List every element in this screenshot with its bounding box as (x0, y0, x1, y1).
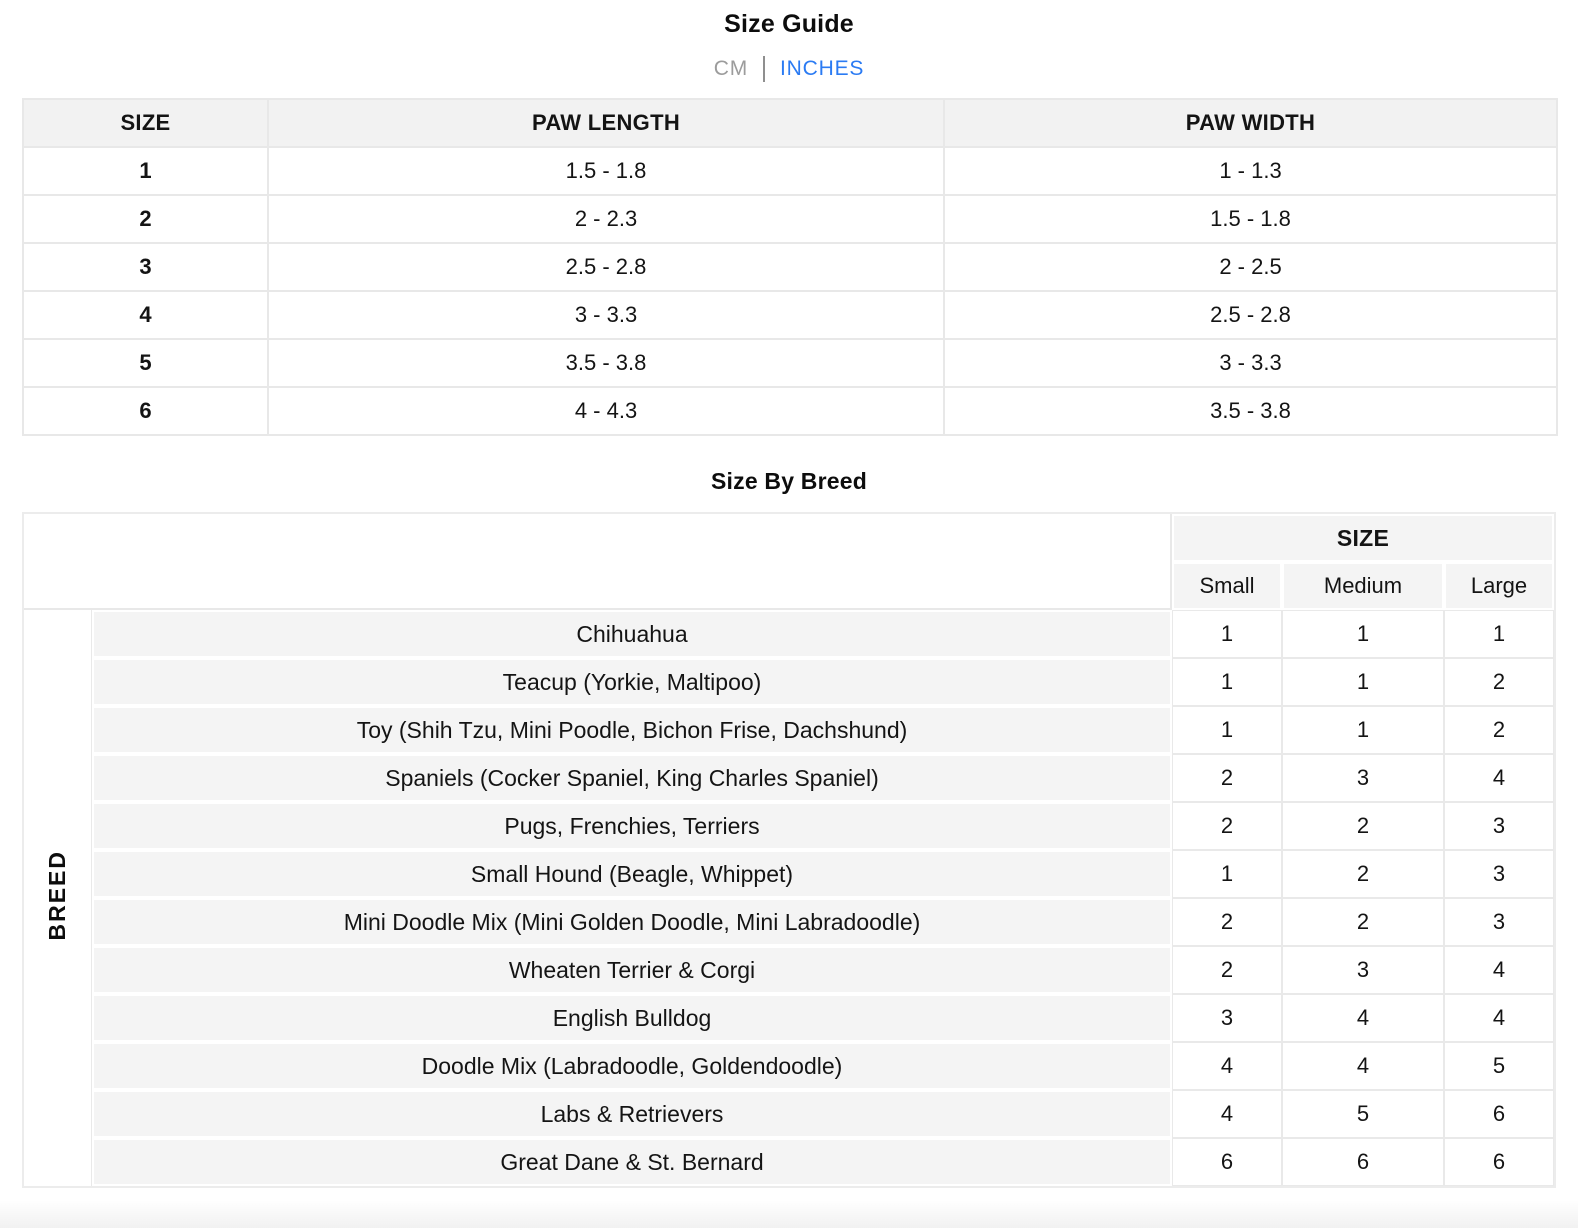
large-size-value: 6 (1444, 1138, 1554, 1186)
unit-toggle-divider (763, 56, 765, 82)
paw-length-value: 2.5 - 2.8 (268, 243, 944, 291)
small-size-value: 4 (1172, 1090, 1282, 1138)
size-guide-table (22, 98, 1558, 436)
medium-size-value: 2 (1282, 850, 1444, 898)
small-size-value: 6 (1172, 1138, 1282, 1186)
medium-size-value: 4 (1282, 994, 1444, 1042)
paw-width-column-header: PAW WIDTH (944, 99, 1557, 147)
size-value: 3 (23, 243, 268, 291)
small-size-value: 4 (1172, 1042, 1282, 1090)
breed-table-row (24, 850, 1554, 898)
medium-column-header: Medium (1282, 562, 1444, 610)
size-table-row (23, 387, 1557, 435)
small-size-value: 1 (1172, 610, 1282, 658)
size-table-row (23, 339, 1557, 387)
breed-name: Labs & Retrievers (92, 1090, 1172, 1138)
medium-size-value: 3 (1282, 754, 1444, 802)
breed-table-row (24, 1138, 1554, 1186)
small-size-value: 1 (1172, 658, 1282, 706)
breed-table-row (24, 802, 1554, 850)
breed-name: Teacup (Yorkie, Maltipoo) (92, 658, 1172, 706)
breed-table-row (24, 1090, 1554, 1138)
medium-size-value: 3 (1282, 946, 1444, 994)
size-table-header-row (23, 99, 1557, 147)
breed-table-row (24, 946, 1554, 994)
breed-table-row (24, 610, 1554, 658)
paw-length-value: 3 - 3.3 (268, 291, 944, 339)
paw-width-value: 1.5 - 1.8 (944, 195, 1557, 243)
medium-size-value: 1 (1282, 706, 1444, 754)
size-by-breed-table (22, 512, 1556, 1188)
unit-cm-button[interactable]: CM (713, 57, 749, 80)
empty-corner-cell (24, 514, 1172, 610)
large-size-value: 2 (1444, 706, 1554, 754)
bottom-scroll-fade (0, 1200, 1578, 1228)
breed-table-row (24, 658, 1554, 706)
large-size-value: 6 (1444, 1090, 1554, 1138)
medium-size-value: 2 (1282, 802, 1444, 850)
breed-section-title: Size By Breed (711, 468, 867, 494)
medium-size-value: 1 (1282, 610, 1444, 658)
breed-name: Chihuahua (92, 610, 1172, 658)
breed-name: Great Dane & St. Bernard (92, 1138, 1172, 1186)
large-size-value: 4 (1444, 994, 1554, 1042)
size-guide-page (0, 10, 1578, 1188)
size-group-header: SIZE (1172, 514, 1554, 562)
small-column-header: Small (1172, 562, 1282, 610)
large-size-value: 4 (1444, 754, 1554, 802)
paw-length-value: 2 - 2.3 (268, 195, 944, 243)
size-column-header: SIZE (23, 99, 268, 147)
paw-width-value: 2.5 - 2.8 (944, 291, 1557, 339)
breed-name: Mini Doodle Mix (Mini Golden Doodle, Mini Labradoodle) (92, 898, 1172, 946)
paw-width-value: 2 - 2.5 (944, 243, 1557, 291)
unit-toggle (0, 56, 1578, 82)
small-size-value: 3 (1172, 994, 1282, 1042)
breed-table-row (24, 754, 1554, 802)
breed-name: Pugs, Frenchies, Terriers (92, 802, 1172, 850)
breed-name: Small Hound (Beagle, Whippet) (92, 850, 1172, 898)
paw-length-value: 1.5 - 1.8 (268, 147, 944, 195)
large-size-value: 5 (1444, 1042, 1554, 1090)
medium-size-value: 2 (1282, 898, 1444, 946)
small-size-value: 2 (1172, 898, 1282, 946)
paw-length-value: 3.5 - 3.8 (268, 339, 944, 387)
size-value: 4 (23, 291, 268, 339)
small-size-value: 2 (1172, 802, 1282, 850)
medium-size-value: 4 (1282, 1042, 1444, 1090)
size-value: 1 (23, 147, 268, 195)
breed-name: Spaniels (Cocker Spaniel, King Charles Spaniel) (92, 754, 1172, 802)
breed-name: Wheaten Terrier & Corgi (92, 946, 1172, 994)
paw-width-value: 3 - 3.3 (944, 339, 1557, 387)
small-size-value: 2 (1172, 946, 1282, 994)
medium-size-value: 6 (1282, 1138, 1444, 1186)
paw-width-value: 1 - 1.3 (944, 147, 1557, 195)
breed-table-group-header-row (24, 514, 1554, 562)
large-size-value: 1 (1444, 610, 1554, 658)
large-size-value: 3 (1444, 802, 1554, 850)
size-value: 6 (23, 387, 268, 435)
breed-table-row (24, 994, 1554, 1042)
small-size-value: 2 (1172, 754, 1282, 802)
unit-inches-button[interactable]: INCHES (780, 57, 865, 80)
breed-name: Doodle Mix (Labradoodle, Goldendoodle) (92, 1042, 1172, 1090)
breed-axis-label (24, 610, 92, 1186)
size-value: 2 (23, 195, 268, 243)
breed-name: English Bulldog (92, 994, 1172, 1042)
large-size-value: 2 (1444, 658, 1554, 706)
breed-axis-label-text: BREED (44, 850, 70, 941)
paw-width-value: 3.5 - 3.8 (944, 387, 1557, 435)
breed-table-row (24, 706, 1554, 754)
paw-length-value: 4 - 4.3 (268, 387, 944, 435)
breed-table-row (24, 1042, 1554, 1090)
size-table-row (23, 147, 1557, 195)
size-table-row (23, 195, 1557, 243)
size-table-row (23, 291, 1557, 339)
breed-table-row (24, 898, 1554, 946)
breed-name: Toy (Shih Tzu, Mini Poodle, Bichon Frise, Dachshund) (92, 706, 1172, 754)
page-title: Size Guide (724, 10, 854, 38)
large-column-header: Large (1444, 562, 1554, 610)
small-size-value: 1 (1172, 706, 1282, 754)
medium-size-value: 5 (1282, 1090, 1444, 1138)
medium-size-value: 1 (1282, 658, 1444, 706)
size-value: 5 (23, 339, 268, 387)
paw-length-column-header: PAW LENGTH (268, 99, 944, 147)
large-size-value: 3 (1444, 898, 1554, 946)
size-table-row (23, 243, 1557, 291)
large-size-value: 3 (1444, 850, 1554, 898)
large-size-value: 4 (1444, 946, 1554, 994)
small-size-value: 1 (1172, 850, 1282, 898)
